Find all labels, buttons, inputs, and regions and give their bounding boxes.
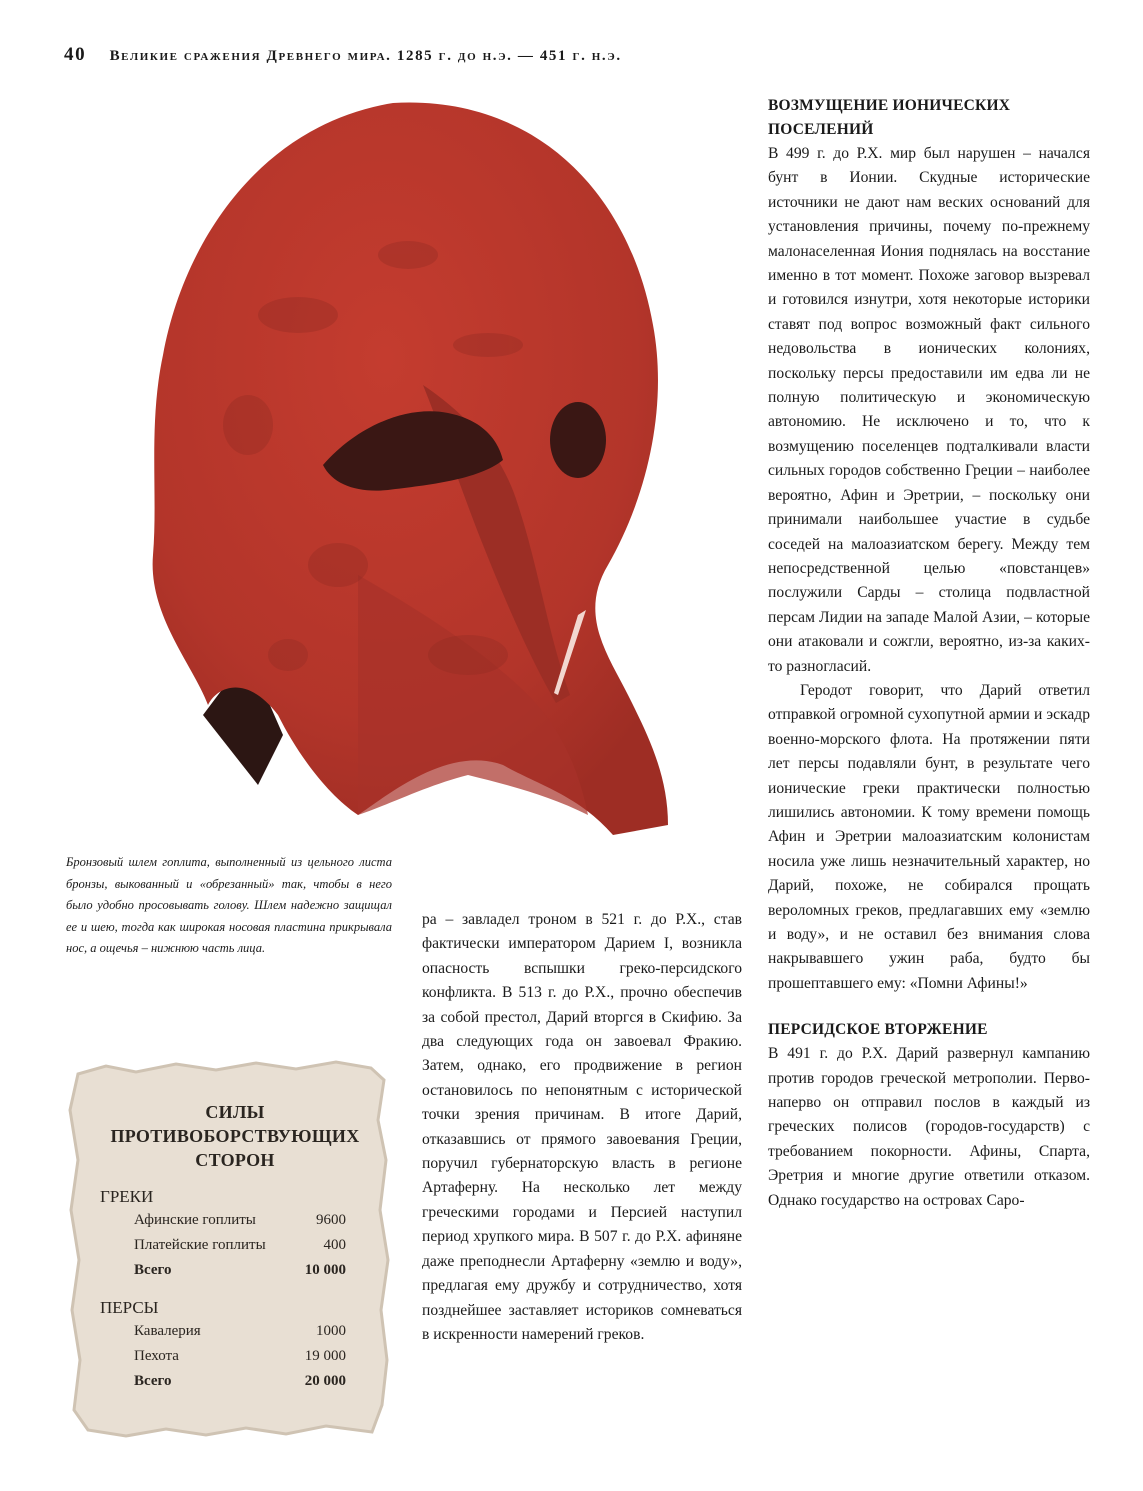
forces-total-row: Всего 10 000 bbox=[134, 1262, 346, 1278]
forces-row: Кавалерия 1000 bbox=[134, 1323, 346, 1339]
forces-row: Афинские гоплиты 9600 bbox=[134, 1212, 346, 1228]
forces-sidebar bbox=[66, 1060, 392, 1440]
hoplite-helmet-illustration bbox=[108, 95, 708, 855]
paragraph: ра – завладел троном в 521 г. до Р.Х., став фактически императором Дарием I, возникла опасность вспышки греко-персидского конфликта. В 513 г. до Р.Х., прочно обеспечив за собой престол, Дарий вторгся в Скифию. За два следующих года он завоевал Фракию. Затем, однако, его продвижение в регион остановилось по непонятным с исторической точки зрения причинам. В итоге Дарий, отказавшись от прямого завоевания Греции, поручил губернаторскую власть в регионе Артаферну. На несколько лет между греческими городами и Персией наступил период хрупкого мира. В 507 г. до Р.Х. афиняне даже преподнесли Артаферну «землю и воду», предлагая ему дружбу и сотрудничество, хотя позднейшее заставляет историков сомневаться в искренности намерений греков. bbox=[422, 911, 742, 1343]
forces-row: Платейские гоплиты 400 bbox=[134, 1237, 346, 1253]
section-heading-ionian-revolt: ВОЗМУЩЕНИЕ ИОНИЧЕСКИХ ПОСЕЛЕНИЙ bbox=[768, 97, 1011, 138]
page-number: 40 bbox=[64, 44, 87, 65]
running-title: Великие сражения Древнего мира. 1285 г. до н.э. — 451 г. н.э. bbox=[109, 48, 622, 64]
paragraph: В 491 г. до Р.Х. Дарий развернул кампанию против городов греческой метрополии. Перво-наперво он отправил послов в каждый из греческих полисов (городов-государств) с требованием покорности. Афины, Спарта, Эретрия и многие другие ответили отказом. Однако государство на островах Саро- bbox=[768, 1045, 1090, 1209]
middle-text-column bbox=[422, 908, 742, 1347]
page-header bbox=[64, 44, 622, 66]
forces-group-greeks: ГРЕКИ bbox=[100, 1187, 154, 1206]
forces-group-persians: ПЕРСЫ bbox=[100, 1298, 159, 1317]
forces-title: СИЛЫ ПРОТИВОБОРСТВУЮЩИХ СТОРОН bbox=[110, 1102, 360, 1170]
paragraph: В 499 г. до Р.Х. мир был нарушен – начался бунт в Ионии. Скудные исторические источники не дают нам веских оснований для установления причины, почему по-прежнему малонаселенная Иония поднялась на восстание именно в тот момент. Похоже заговор вызревал и готовился изнутри, хотя некоторые историки ставят под вопрос возможный факт сильного недовольства в ионических колониях, поскольку персы предоставили им едва ли не полную политическую и экономическую автономию. Не исключено и то, что к возмущению поселенцев подталкивали власти сильных городов собственно Греции – наиболее вероятно, Афин и Эретрии, – поскольку они принимали наибольшее участие в судьбе соседей на малоазиатском берегу. Между тем непосредственной целью «повстанцев» послужили Сарды – столица подвластной персам Лидии на западе Малой Азии, – которые они атаковали и сожгли, вероятно, из-за каких-то разногласий. bbox=[768, 145, 1090, 675]
figure-caption: Бронзовый шлем гоплита, выполненный из цельного листа бронзы, выкованный и «обрезанный» так, чтобы в него было удобно просовывать голову. Шлем надежно защищал ее и шею, тогда как широкая носовая пластина прикрывала нос, а ощечья – нижнюю часть лица. bbox=[66, 855, 392, 955]
right-text-column bbox=[768, 94, 1090, 1213]
forces-total-row: Всего 20 000 bbox=[134, 1373, 346, 1389]
section-heading-persian-invasion: ПЕРСИДСКОЕ ВТОРЖЕНИЕ bbox=[768, 1021, 988, 1039]
paragraph: Геродот говорит, что Дарий ответил отправкой огромной сухопутной армии и эскадр военно-морского флота. На протяжении пяти лет персы подавляли бунт, в результате чего ионические греки практически полностью лишились автономии. К тому времени помощь Афин и Эретрии малоазиатским колонистам носила уже лишь незначительный характер, но Дарий, похоже, не собирался прощать вероломных греков, предлагавших ему «землю и воду», и не оставил без внимания слова накрывавшего ужин раба, будто бы прошептавшего ему: «Помни Афины!» bbox=[768, 681, 1090, 992]
forces-row: Пехота 19 000 bbox=[134, 1348, 346, 1364]
